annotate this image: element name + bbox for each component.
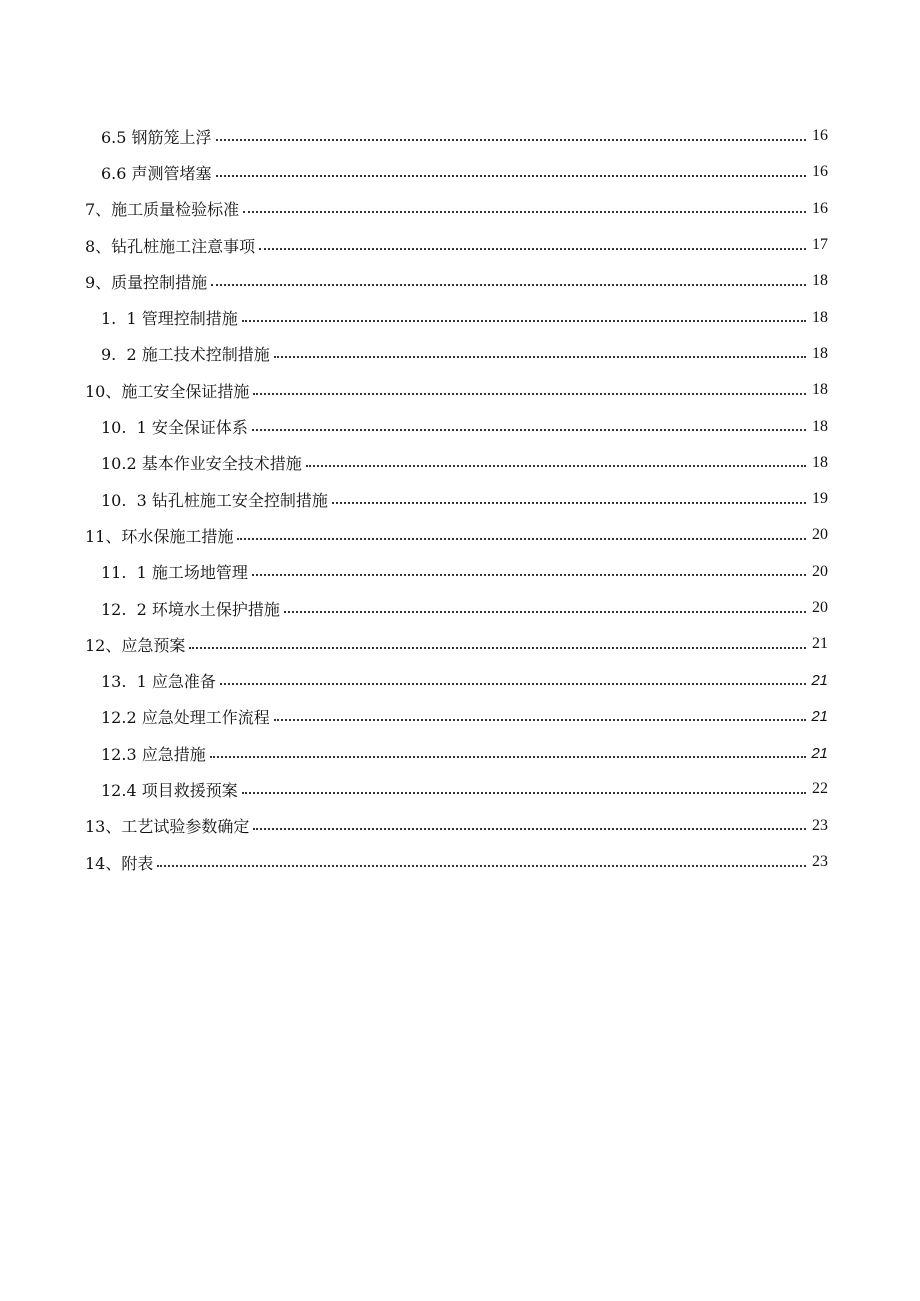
toc-entry-label: 12.3 应急措施 [101, 744, 206, 764]
toc-entry[interactable] [0, 699, 920, 735]
toc-entry-label: 12. 2 环境水土保护措施 [101, 599, 280, 619]
toc-entry-page-number: 23 [812, 816, 828, 834]
toc-entry[interactable] [0, 844, 920, 880]
toc-entry-page-number: 19 [812, 490, 828, 508]
toc-entry[interactable] [0, 626, 920, 662]
toc-entry[interactable] [0, 372, 920, 408]
toc-dot-leader [252, 428, 806, 431]
toc-entry-page-number: 18 [812, 453, 828, 471]
toc-dot-leader [237, 537, 806, 540]
toc-entry-page-number: 16 [812, 127, 828, 145]
toc-dot-leader [284, 610, 806, 613]
toc-dot-leader [216, 174, 806, 177]
toc-entry-page-number: 16 [812, 199, 828, 217]
toc-entry[interactable] [0, 735, 920, 771]
toc-entry-label: 10、施工安全保证措施 [85, 381, 250, 401]
toc-dot-leader [242, 319, 806, 322]
toc-entry-page-number: 18 [812, 344, 828, 362]
toc-entry-label: 1. 1 管理控制措施 [101, 309, 238, 329]
toc-entry-label: 10. 3 钻孔桩施工安全控制措施 [101, 490, 328, 510]
toc-dot-leader [259, 247, 806, 250]
toc-entry[interactable] [0, 408, 920, 444]
toc-entry-page-number: 20 [812, 526, 828, 544]
toc-entry[interactable] [0, 336, 920, 372]
toc-entry[interactable] [0, 263, 920, 299]
toc-entry-page-number: 20 [812, 562, 828, 580]
toc-entry-page-number: 21 [812, 635, 828, 653]
toc-entry-label: 12、应急预案 [85, 635, 186, 655]
toc-dot-leader [189, 646, 806, 649]
toc-dot-leader [216, 138, 806, 141]
toc-entry-label: 9、质量控制措施 [85, 272, 208, 292]
toc-entry[interactable] [0, 227, 920, 263]
toc-entry[interactable] [0, 771, 920, 807]
toc-dot-leader [242, 791, 806, 794]
toc-entry[interactable] [0, 808, 920, 844]
toc-entry-label: 11. 1 施工场地管理 [101, 563, 248, 583]
table-of-contents [0, 118, 920, 880]
toc-entry-label: 13、工艺试验参数确定 [85, 817, 250, 837]
toc-entry-page-number: 20 [812, 599, 828, 616]
toc-entry-label: 12.4 项目救援预案 [101, 780, 238, 800]
toc-dot-leader [211, 283, 806, 286]
toc-dot-leader [306, 464, 806, 467]
toc-entry-label: 6.6 声测管堵塞 [101, 163, 212, 183]
toc-entry[interactable] [0, 481, 920, 517]
toc-entry[interactable] [0, 445, 920, 481]
toc-entry-label: 8、钻孔桩施工注意事项 [85, 236, 256, 256]
toc-dot-leader [274, 718, 806, 721]
toc-entry-page-number: 18 [812, 308, 828, 326]
toc-entry-label: 10.2 基本作业安全技术措施 [101, 454, 302, 474]
toc-entry-label: 14、附表 [85, 853, 154, 873]
toc-entry-label: 10. 1 安全保证体系 [101, 418, 248, 438]
toc-entry-page-number: 23 [812, 853, 828, 871]
toc-entry[interactable] [0, 517, 920, 553]
toc-entry-page-number: 18 [812, 272, 828, 290]
toc-dot-leader [332, 501, 806, 504]
toc-entry-label: 6.5 钢筋笼上浮 [101, 127, 212, 147]
toc-entry-page-number: 21 [811, 708, 828, 726]
toc-entry-page-number: 18 [812, 417, 828, 435]
toc-entry-page-number: 16 [812, 163, 828, 181]
toc-entry[interactable] [0, 118, 920, 154]
toc-entry-page-number: 17 [812, 236, 828, 254]
toc-entry[interactable] [0, 590, 920, 626]
toc-entry-page-number: 22 [812, 780, 828, 798]
toc-entry[interactable] [0, 662, 920, 698]
toc-entry[interactable] [0, 554, 920, 590]
toc-dot-leader [220, 682, 806, 685]
toc-entry[interactable] [0, 191, 920, 227]
toc-dot-leader [253, 827, 806, 830]
toc-dot-leader [274, 355, 806, 358]
toc-entry-page-number: 18 [812, 381, 828, 399]
toc-entry-label: 11、环水保施工措施 [85, 526, 234, 546]
toc-entry-page-number: 21 [811, 744, 828, 762]
toc-entry-label: 12.2 应急处理工作流程 [101, 708, 270, 728]
toc-entry-page-number: 21 [811, 672, 828, 690]
toc-entry[interactable] [0, 299, 920, 335]
toc-dot-leader [253, 392, 806, 395]
toc-entry-label: 7、施工质量检验标准 [85, 200, 240, 220]
toc-entry-label: 9. 2 施工技术控制措施 [101, 345, 270, 365]
toc-entry-label: 13. 1 应急准备 [101, 672, 216, 692]
toc-dot-leader [243, 210, 806, 213]
toc-dot-leader [252, 573, 806, 576]
toc-dot-leader [210, 755, 806, 758]
toc-entry[interactable] [0, 154, 920, 190]
toc-dot-leader [157, 864, 806, 867]
